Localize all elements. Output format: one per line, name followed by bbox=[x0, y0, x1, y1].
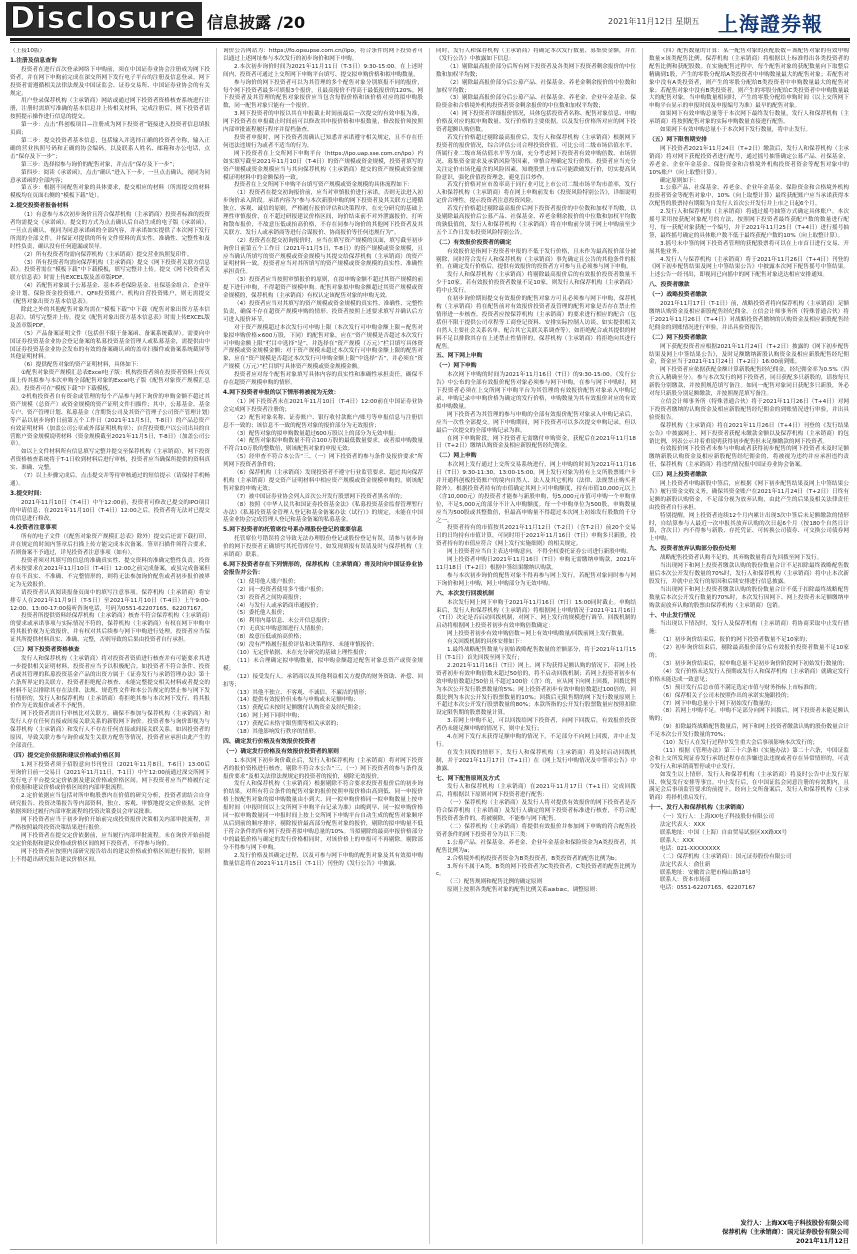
paragraph: 2.本次初步询价时间为2021年11月11日（T-3日）9:30-15:00。在上述时间内，投资者可通过上交所网下申购平台填写、提交拟申购价格和拟申购数量。 bbox=[223, 63, 423, 78]
paragraph: 3.所有不属于A类、B类的网下投资者为C类投资者，C类投资者的配售比例为c。 bbox=[436, 863, 636, 878]
paragraph: 第一步：点击“科创板项目—注册成为网下投资者”链接进入投资者信息填报页面； bbox=[10, 122, 210, 137]
paragraph: 网下获配投资者应根据2021年11月24日（T+2日）披露的《网下初步配售结果及网上中签结果公告》，及时足额缴纳新股认购资金及相应新股配售经纪佣金，资金应当于2021年11月24日（T+2日）16:00前到账。 bbox=[649, 343, 849, 366]
paragraph: 参与询价的网下投资者可以为其管理的多个配售对象分别填报不同的报价，每个网下投资者最多可填报3个报价，且最高报价不得高于最低报价的120%。网下投资者及其管理的配售对象报价应当包含每股价格和该价格对应的拟申购股数，同一配售对象只能有一个报价。 bbox=[223, 79, 423, 110]
paragraph: ②机构投资者自有资金或管理的每个产品参与网下询价的申购金额不超过其资产规模（总资产）或资金规模的资产证明文件扫描件；其中，公募基金、基金专户、资产管理计划、私募基金（含期货公司及其资产管理子公司资产管理计划）等产品以初步询价日前第五个工作日（2021年11月5日，T-8日）的产品总资产有效证明材料（加盖公司公章或外部证明机构章）；自营投资账户以公司出具的自营账户资金规模说明材料（资金规模截至2021年11月5日，T-8日）（加盖公司公章）。 bbox=[10, 393, 210, 448]
paragraph: 投资者应对每个配售对象填写具体内容的真实性和准确性承担责任，确保不存在超资产规模申购的情形。 bbox=[223, 372, 423, 387]
paragraph: （4）配售对象拟申购数量不符合100万股的最低数量要求，或者拟申购数量不符合10万股的整数倍，则该配售对象的申报无效； bbox=[223, 438, 423, 453]
paragraph: 战略配售投资者认购不足的，其弃购数量将首先回拨至网下发行。 bbox=[660, 555, 823, 562]
paragraph: 当出现网下和网上投资者缴款认购的股份数量合计不足扣除最终战略配售数量后本次公开发行数量的70%时，发行人和保荐机构（主承销商）将中止本次新股发行，并就中止发行的原因和后续安排进行信息披露。 bbox=[649, 563, 849, 585]
paragraph: 第五步：根据不同配售对象的具体要求，提交相应的材料（所需提交的材料模板均在页面右侧的“模板下载”处）。 bbox=[10, 185, 210, 200]
paragraph: 保荐机构（主承销商）将在2021年11月26日（T+4日）刊登的《发行结果公告》中披露网上、网下投资者获配未缴款金额以及保荐机构（主承销商）的包销比例，列表公示并着重说明获得初步配售但未足额缴款的网下投资者。 bbox=[649, 422, 849, 445]
paragraph: 在网下申购阶段，网下投资者无需缴付申购资金，获配后在2021年11月18日（T+2日）缴纳认购资金及相应新股配售经纪佣金。 bbox=[436, 435, 636, 450]
paragraph: （6）保荐机构（主承销商）发现投资者不遵守行业监管要求、超过其向保荐机构（主承销商）提交资产证明材料中相应资产规模或资金规模申购的，则该配售对象的申购无效； bbox=[223, 470, 423, 492]
paragraph: （2）同一投资者使用多个账户报价； bbox=[234, 586, 328, 593]
paragraph: 投资者在进行首次登录网络下申购前，须在中国证券业协会注册成为网下投资者，并在网下申购前完成在深交所网下发行电子平台的注册及信息登录。网下投资者需遵循相关法律法规及中国证监会、证券交易所、中国证券业协会的有关规定。 bbox=[10, 66, 210, 97]
paragraph: 1.本次网下初步询价截止后，发行人和保荐机构（主承销商）将对网下投资者的报价资格进行核查，剔除不符合本公告“三、（一）网下投资者的参与条件及报价要求”及相关法律法规规定的投资者的报价，剔除无效报价。 bbox=[223, 757, 423, 780]
paragraph: 1.公募产品、社保基金、养老金、企业年金基金和保险资金为A类投资者，其配售比例为a； bbox=[436, 839, 636, 854]
section-heading: （一）网下申购 bbox=[436, 363, 477, 370]
section-heading: 6.网下投资者存在下列情形的，保荐机构（主承销商）将及时向中国证券业协会报告并公告： bbox=[223, 562, 423, 576]
paragraph: （3）配售对象的拟申购数量超过600万股以上的部分为无效申报； bbox=[234, 430, 400, 437]
column-divider bbox=[642, 48, 643, 1244]
paragraph: （5）委托他人报价； bbox=[234, 610, 288, 617]
paragraph: 投资者所提供资料经保荐机构（主承销商）核查不符合保荐机构（主承销商）的要求或承诺事项与实际情况不符的，保荐机构（主承销商）有权在网下申购中将其报价视为无效报价，并有权对其后续参与网下申购进行处理。投资者应当保证其所提供材料真实、准确、完整，否则导致的后果由投资者自行承担。 bbox=[10, 613, 210, 644]
paragraph: （15）获配后未按时足额缴付认购资金及经纪佣金； bbox=[234, 705, 365, 712]
paragraph: 在初步询价期间提交有效报价的配售对象方可且必须参与网下申购，保荐机构（主承销商）将在配售前对有效报价投资者及管理的配售对象是否存在禁止性情形进一步核查，投资者应按保荐机构（主承销商）的要求进行相应的配合（包括但不限于提供公司章程等工商登记资料、安排实际控制人访谈、如实提供相关自然人主要社会关系名单、配合其它关联关系调查等），如拒绝配合或其提供的材料不足以排除其存在上述禁止性情形的，保荐机构（主承销商）将拒绝向其进行配售。 bbox=[436, 296, 636, 350]
paragraph: 请投资者认真阅读报备页面中的填写注意事项。保荐机构（主承销商）将安排专人在2021年11月9日（T-5日）至2021年11月10日（T-4日）上午9:00-12:00、13:00-17:00接听咨询电话，号码为0551-62207165、62207167。 bbox=[10, 589, 210, 612]
paragraph: 若发行价格超过剔除最高报价后网下投资者报价的中位数和加权平均数，以及剔除最高报价后公募产品、社保基金、养老金剩余报价的中位数和加权平均数的孰低值的，发行人和保荐机构（主承销商）将在申购前分别于网上申购前至少五个工作日发布投资风险特别公告。 bbox=[436, 206, 636, 236]
section-heading: 5.网下投资者的托管席位号系办理股份登记的重要信息 bbox=[223, 527, 363, 534]
paragraph: 1.公募产品、社保基金、养老金、企业年金基金、保险资金和合格境外机构投资者资金等配售对象中，10%（向上取整计算）最终获配账户应当承诺获得本次配售的股票持有期限为自发行人首次公开发行并上市之日起6个月。 bbox=[649, 185, 849, 208]
paragraph: 所有的电子文件（《配售对象资产规模汇总表》除外）提交后还需下载打印，并在规定的时间内签章后扫描上传方能完成本次备案。签章扫描件须符合要求，否则备案不予通过，详见投资者注意事项（如有）。 bbox=[10, 534, 210, 557]
section-title bbox=[207, 10, 305, 33]
paragraph: （4）网下投资者详细报价情况，具体包括投资者名称、配售对象信息、申购价格及对应的拟申购数量、发行价格的主要依据，以及发行价格所对应的网下投资者超额认购倍数。 bbox=[436, 111, 636, 134]
paragraph: 参与本次初步询价的配售对象不得再参与网上发行，若配售对象同时参与网下询价和网上申购，网上申购部分为无效申购。 bbox=[436, 572, 636, 587]
paragraph: 本次网下申购的时间为2021年11月16日（T日）的9:30-15:00。《发行公告》中公布的全部有效报价配售对象必须参与网下申购。在参与网下申购时，网下投资者必须在上交所网下申购平台为其管理的有效报价配售对象录入申购记录。申购记录中申购价格为确定的发行价格，申购数量为其有效报价对应的有效拟申购数量。 bbox=[436, 372, 636, 410]
section-heading: 六、本次发行回拨机制 bbox=[436, 590, 494, 597]
paragraph: （二）保荐机构（主承销商）：国元证券股份有限公司 bbox=[660, 853, 792, 860]
paragraph: 网下投资者应依据获配金额计算新股配售经纪佣金，经纪佣金率为0.5%（四舍五入精确至分）。参与本次发行的网下投资者，同日获配多只新股的，请按每只新股分别缴款，并按照规范填写备注。如同一配售对象同日获配多只新股，务必对每只新股分别足额缴款，并按照规范填写备注。 bbox=[649, 367, 849, 398]
paragraph: 3.摇号未中签的网下投资者管理的获配股票将可以在上市首日进行交易、开展其他业务。 bbox=[649, 240, 849, 255]
paragraph: （5）产品备案证明文件（包括但不限于备案函、备案系统截屏）。需要向中国证券投资基金业协会登记备案的私募投资基金管理人或私募基金，需提供由中国证券投资基金业协会发布的有效的备案确认函的盖章扫描件或备案系统截屏等其他证明材料。 bbox=[10, 330, 210, 361]
paragraph: （7）无真实申购意图进行人情报价； bbox=[234, 626, 328, 633]
paragraph: （13）其他不独立、不客观、不诚信、不廉洁的情形； bbox=[234, 689, 370, 696]
paragraph: 2021年11月17日（T-1日）前，战略投资者将向保荐机构（主承销商）足额缴纳认购资金及相应新股配售经纪佣金。立信会计师事务所（特殊普通合伙）将于2021年11月26日（T+4日）对战略投资者缴纳的认购资金及相应新股配售经纪佣金的到账情况进行审验，并出具验资报告。 bbox=[649, 301, 849, 331]
page-number: /20 bbox=[277, 13, 306, 32]
section-heading: （一）战略投资者缴款 bbox=[649, 292, 707, 299]
underwriter-signature: 保荐机构（主承销商）：国元证券股份有限公司 bbox=[722, 1229, 849, 1236]
section-heading: （三）网下投资者资格核查 bbox=[10, 647, 80, 654]
paragraph: （3）初步询价结束后，拟申购总量不足初步询价阶段网下初始发行数量的； bbox=[660, 660, 849, 667]
article-columns bbox=[10, 48, 850, 1244]
paragraph: 2021年11月10日（T-4日）中午12:00前，投资者可修改已提交的IPO项目的申请信息；在2021年11月10日（T-4日）12:00之后，投资者将无法对已提交的信息进行修改。 bbox=[10, 499, 210, 522]
paragraph: 若发行价格超过剔除最高报价后，发行人和保荐机构（主承销商）根据网下投资者的报价情况，综合评估公司合理投资价值、可比公司二级市场估值水平、所属行业二级市场估值水平等方面，充分考虑网下投资者有效申购倍数、市场情况、募集资金需求及承销风险等因素，审慎合理确定发行价格。投资者应当充分关注定价市场化蕴含的风险因素，知晓股票上市后可能跌破发行价，切实提高风险意识，强化价值投资理念，避免盲目炒作。 bbox=[436, 134, 636, 181]
paragraph: 发行人和保荐机构（主承销商）将对投资者资质进行核查并有可能要求其进一步提供相关证明材料，投资者应当予以积极配合。如投资者不符合条件、投资者或其管理的私募投资基金产品的出资方属于《证券发行与承销管理办法》第十六条所界定的关联方、投资者拒绝配合核查、未能完整提交相关材料或者提交的材料不足以排除其存在法律、法规、规范性文件和本公告规定的禁止参与网下发行情形的，发行人和保荐机构（主承销商）将拒绝其参与本次网下发行、将其报价作为无效报价或者不予配售。 bbox=[10, 655, 210, 710]
section-title-text: 信息披露 bbox=[207, 13, 272, 32]
paragraph: 网上投资者申购日2021年11月16日（T日）申购无需缴纳申购款，2021年11月18日（T+2日）根据中签结果缴纳认购款。 bbox=[436, 557, 636, 571]
paragraph: 网下投资者需自行审核比对关联方，确保不参加与保荐机构（主承销商）和发行人存在任何直接或间接关联关系的新股网下询价。投资者参与询价即视为与保荐机构（主承销商）和发行人不存在任何直接或间接关联关系。如因投资者的原因，导致关联方参与询价或发生关联方配售等情况，投资者应承担由此产生的全部责任。 bbox=[10, 711, 210, 749]
paragraph: （上接10版） bbox=[10, 48, 46, 54]
paragraph: 网下投资者应当于初步询价开始前完成投资报价决策相关内部审批流程，并严格按照最终投资决策结果进行报价。 bbox=[10, 817, 210, 831]
paragraph: 投资者申报时，网下投资者需确认已知悉并承诺遵守相关规定，且不存在任何违法违规行为或者不适当的行为。 bbox=[223, 134, 423, 149]
newspaper-name: 上海證券報 bbox=[718, 12, 823, 36]
paragraph: （16）网上网下同时申购； bbox=[234, 713, 303, 720]
paragraph: （4）与发行人或承销商串通报价； bbox=[234, 602, 322, 609]
paragraph: 第二步：提交投资者基本信息，包括输入并选择正确的投资者全称，输入正确的营业执照号码和正确的协会编码，以及联系人姓名、邮箱和办公电话，点击“保存及下一步”； bbox=[10, 137, 210, 160]
column-divider bbox=[429, 48, 430, 1244]
paragraph: 发行人和保荐机构（主承销商）将剔除最高报价后的有效报价投资者数量不少于10家。若有效报价投资者数量不足10家，则发行人和保荐机构（主承销商）将中止发行。 bbox=[436, 272, 636, 295]
paragraph: 当出现网下和网上投资者缴款认购的股份数量合计不低于扣除最终战略配售数量后本次公开发行数量的70%时，本次发行因网下、网上投资者未足额缴纳申购款而放弃认购的股票由保荐机构（主承销商）包销。 bbox=[649, 586, 849, 609]
masthead-logo: Disclosure bbox=[6, 2, 202, 36]
paragraph: （6）保荐相关子公司未按照作出的承诺实施跟投的； bbox=[660, 692, 793, 699]
paragraph: （11）未合理确定拟申购数量，拟申购金额超过配售对象总资产或资金规模； bbox=[223, 657, 423, 672]
paragraph: 原则上按照各类配售对象的配售比例关系a≥b≥c，调整原则： bbox=[447, 887, 601, 894]
paragraph: （4）投资者应当对其填写的资产规模或资金规模的真实性、准确性、完整性负责，确保不存在超资产规模申购的情形。投资者按照上述要求填写并确认后方可进入报价环节。 bbox=[223, 301, 423, 323]
paragraph: （7）被中国证券业协会列入首次公开发行股票网下投资者黑名单的； bbox=[234, 493, 406, 500]
paragraph: 网下投资者为其管理的参与申购的全部有效报价配售对象录入申购记录后，应当一次性全部提交。网下申购期间，网下投资者可以多次提交申购记录，但以最后一次提交的全部申购记录为准。 bbox=[436, 411, 636, 434]
paragraph: 电话：021-XXXXXXXX bbox=[660, 845, 721, 852]
paragraph: 2.2021年11月16日（T日）网上、网下均获得足额认购的情况下，若网上投资者初步有效申购倍数未超过50倍的，将不启动回拨机制；若网上投资者初步有效申购倍数超过50倍且不超过100倍（含）的，应从网下向网上回拨，回拨比例为本次公开发行股票数量的5%；网上投资者初步有效申购倍数超过100倍的，回拨比例为本次公开发行股票数量的10%；回拨后无限售期的网下发行数量原则上不超过本次公开发行股票数量的80%；本款所指的公开发行股票数量应按照扣除设定限售期的股票数量计算。 bbox=[436, 662, 636, 717]
section-heading: 1.注册及信息查询 bbox=[10, 57, 57, 64]
paragraph: （7）以上步骤完成后，点击提交并等待审核通过的短信提示（请保持手机畅通）。 bbox=[10, 473, 210, 487]
paragraph: 网下投资者应按照内部研究报告给出的建议价格或价格区间进行报价，原则上不得超出研究报告建议价格区间。 bbox=[10, 848, 210, 863]
paragraph: （6）利用内幕信息、未公开信息报价； bbox=[234, 618, 333, 625]
issue-date: 2021年11月12日 星期五 bbox=[608, 17, 700, 26]
article-column-1 bbox=[10, 48, 210, 1244]
article-column-3 bbox=[436, 48, 636, 1244]
paragraph: （14）提供有效报价但未参与申购或未足额申购； bbox=[234, 697, 359, 704]
paragraph: 除此之外的其他配售对象均需在“模板下载”中下载《配售对象出资方基本信息表》，填写完整并上传。提交《配售对象出资方基本信息表》时需上传EXCEL版及盖章版PDF。 bbox=[10, 307, 210, 329]
signature-block bbox=[639, 1219, 849, 1246]
paragraph: 联系人：资本市场部 bbox=[660, 877, 711, 884]
paragraph: 用户登录保荐机构（主承销商）网站或通过网下投资者资格核查系统进行注册，注册时需填写准确的基本信息并上传相关材料，完成注册后，网下投资者请按照提示操作进行信息的提交。 bbox=[10, 98, 210, 121]
section-heading: 七、网下配售原则及方式 bbox=[436, 775, 500, 782]
paragraph: 如以上文件材料所有信息填写完整并提交至保荐机构（主承销商），网下投资者资格核查系统将于T-1日收到材料后进行审核，投资者应当确保所提供的资料真实、准确、完整。 bbox=[10, 449, 210, 472]
header-rule-thin bbox=[10, 42, 850, 43]
paragraph: （2）投资者在提交初询报价时，应当在填写资产规模的页面，填写截至初步询价日前第五个工作日（2021年11月5日，T-8日）的资产规模或资金规模，且应当确认所填写的资产规模或资金规模与其提交给保荐机构（主承销商）的资产证明材料一致。投资者应当对其所填写的资产规模或资金规模的真实性、准确性承担责任。 bbox=[223, 237, 423, 276]
section-heading: （四）提交定价依据和建议价格或价格区间 bbox=[10, 752, 121, 759]
paragraph: 如发生以上情形，发行人和保荐机构（主承销商）将及时公告中止发行原因、恢复发行安排等事宜。中止发行后，在中国证监会同意注册的有效期内，且满足会后事项监管要求的前提下，经向上交所备案后，发行人和保荐机构（主承销商）将择机重启发行。 bbox=[649, 771, 849, 802]
paragraph: （12）接受发行人、承销商以及其他利益相关方提供的财务资助、补偿、回扣等； bbox=[223, 673, 423, 688]
paragraph: （1）剔除最高报价部分后所有网下投资者及各类网下投资者剩余报价的中位数和加权平均数； bbox=[436, 63, 636, 78]
paragraph: 投资者须对其填写的信息的准确真实性、提交资料的准确完整性负责。投资者未按要求在2021年11月10日（T-4日）12:00之前完成备案，或虽完成备案但存在不真实、不准确、不完整情形的，则将无法参加询价配售或者初步报价被界定为无效报价。 bbox=[10, 558, 210, 588]
section-heading: 2.提交投资者报备材料 bbox=[10, 203, 69, 210]
paragraph: （4）发行价格未达发行人预期或发行人和保荐机构（主承销商）就确定发行价格未能达成一致意见； bbox=[649, 668, 849, 683]
paragraph: 有效报价网下投资者未参与申购或者获得初步配售的网下投资者未及时足额缴纳新股认购资金及相应新股配售经纪佣金的，将被视为违约并应承担违约责任，保荐机构（主承销商）将违约情况报中国证券业协会备案。 bbox=[649, 446, 849, 469]
paragraph: （10）无定价依据、未在充分研究的基础上理性报价； bbox=[234, 649, 370, 656]
paragraph: 2.发行价格及其确定过程，以及可参与网下申购的配售对象及其有效拟申购数量信息将在2021年11月15日（T-1日）刊登的《发行公告》中披露。 bbox=[223, 852, 423, 867]
paragraph: 第四步：阅读《承诺函》，点击“确认”进入下一步，一旦点击确认，视同为同意承诺函的全部内容； bbox=[10, 169, 210, 184]
paragraph: （2）初步询价结束后，剔除最高报价部分后有效报价投资者数量不足10家的； bbox=[649, 645, 849, 660]
paragraph: 第三步：选择拟参与询价的配售对象，并点击“保存及下一步”； bbox=[21, 161, 178, 168]
paragraph: （二）保荐机构（主承销商）将提供有效报价并参加网下申购的符合配售投资者条件的网下投资者分为以下三类： bbox=[436, 824, 636, 838]
column-divider bbox=[216, 48, 217, 1244]
section-heading: （三）网上投资者缴款 bbox=[649, 472, 707, 479]
paragraph: （3）所有投资者均需向保荐机构（主承销商）提交《网下投资者关联方信息表》。投资者需在“模板下载”中下载模板，填写完整并上传。提交《网下投资者关联方信息表》时需上传EXCEL版及盖章版PDF。 bbox=[10, 259, 210, 282]
paragraph: 有关回拨机制的具体安排如下： bbox=[447, 639, 526, 646]
section-heading: 十一、发行人和保荐机构（主承销商） bbox=[649, 805, 748, 812]
paragraph: 在发生回拨的情形下，发行人和保荐机构（主承销商）将及时启动回拨机制，并于2021年11月17日（T+1日）在《网上发行申购情况及中签率公告》中披露。 bbox=[436, 749, 636, 772]
section-heading: （二）网下投资者缴款 bbox=[649, 334, 707, 341]
paragraph: 1.网下投资者须于招股意向书刊登日（2021年11月8日，T-6日）13:00后至询价日前一交易日（2021年11月11日，T-1日）中午12:00前通过深交所网下发行电子平台提交定价依据及建议价格或价格区间。网下投资者应当严格履行定价依据和建议价格或价格区间的内部审批流程。 bbox=[10, 761, 210, 792]
paragraph: （2）所有投资者均需向保荐机构（主承销商）提交营业执照复印件。 bbox=[21, 251, 193, 258]
section-heading: （二）网上申购 bbox=[436, 453, 477, 460]
paragraph: 法定代表人：XXX bbox=[660, 822, 706, 829]
article-column-2 bbox=[223, 48, 423, 1244]
paragraph: 3.若网上申购不足，可以回拨给网下投资者，向网下回拨后，有效报价投资者仍未能足额申购的情况下，则中止发行； bbox=[436, 718, 636, 733]
paragraph: 对于资产规模超过本次发行可申购上限（本次发行可申购金额上限＝配售对象拟申购价格×600万股，下同）的配售对象，应在“资产规模是否超过本次发行可申购金额上限”栏目中选择“是”，并选择在“资产规模（万元）”栏目填写具体资产规模或资金规模金额；对于资产规模未超过本次发行可申购金额上限的配售对象，应在“资产规模是否超过本次发行可申购金额上限”中选择“否”，并必须在“资产规模（万元）”栏目填写具体资产规模或资金规模金额。 bbox=[223, 324, 423, 371]
paragraph: （四）配售数量的计算：某一配售对象的获配股数＝该配售对象的有效申购数量×该类配售比例。保荐机构（主承销商）将根据以上标准得出各类投资者的配售比例和获配股数。在实施配售过程中，每个配售对象的获配数量向下取整后精确到1股，产生的零股分配给A类投资者中申购数量最大的配售对象；若配售对象中没有A类投资者，则产生的零股分配给B类投资者中申购数量最大的配售对象；若配售对象中没有B类投资者，则产生的零股分配给C类投资者中申购数量最大的配售对象。当申购数量相同时，产生的零股分配给申购时间（以上交所网下申购平台显示的申报时间及申报编号为准）最早的配售对象。 bbox=[649, 48, 849, 110]
paragraph: 2.合格境外机构投资者资金为B类投资者，B类投资者的配售比例为b； bbox=[447, 855, 621, 862]
paragraph: （三）配售规则和配售比例的确定原则 bbox=[447, 879, 543, 886]
section-heading: （五）网下限售期安排 bbox=[649, 136, 707, 143]
paragraph: （3）投资者之间协商报价； bbox=[234, 594, 305, 601]
section-heading: 四、确定发行价格及有效报价投资者 bbox=[223, 738, 316, 745]
paragraph: （17）获配后未恪守限售期等相关承诺的； bbox=[234, 721, 342, 728]
section-heading: 3.提交时间： bbox=[10, 490, 46, 497]
paragraph: 当出现以下情况时，发行人及保荐机构（主承销商）将协商采取中止发行措施： bbox=[649, 621, 849, 636]
paragraph: （10）发行人在发行过程中发生重大会后事项影响本次发行的； bbox=[660, 740, 819, 747]
paragraph: （2）剔除最高报价部分后公募产品、社保基金、养老金剩余报价的中位数和加权平均数； bbox=[436, 79, 636, 94]
paragraph: （一）保荐机构（主承销商）及发行人将对提供有效报价的网下投资者是否符合保荐机构（主承销商）及发行人确定的网下投资者标准进行核查，不符合配售投资者条件的，将被剔除，不能参与网下配售。 bbox=[436, 800, 636, 823]
paragraph: 如果网下有效申购总量等于本次网下最终发行数量，发行人和保荐机构（主承销商）将按照配售对象的实际申购数量直接进行配售。 bbox=[649, 111, 849, 126]
issuer-signature: 发行人：上海XX电子科技股份有限公司 bbox=[740, 1220, 849, 1227]
section-heading: 4.投资者注意事项 bbox=[10, 525, 57, 532]
paragraph: 联系地址：安徽省合肥市梅山路18号 bbox=[660, 869, 752, 876]
signature-date: 2021年11月12日 bbox=[795, 1238, 849, 1245]
paragraph: 2.发行人和保荐机构（主承销商）将通过摇号抽签方式确定具体账户。本次摇号采用按获配对象配号的方法，按照网下投资者最终获配户数的数量进行配号，每一获配对象获配一个编号，并于2021年11月25日（T+4日）进行摇号抽签，最终摇号确定的具体账户数不低于最终获配户数的10%（向上取整计算）。 bbox=[649, 209, 849, 239]
paragraph: 网上投资者申购新股中签后，应根据《网下初步配售结果及网上中签结果公告》履行资金交收义务，确保其资金账户在2021年11月24日（T+2日）日终有足额的新股认购资金，不足部分视为放弃认购，由此产生的后果及相关法律责任由投资者自行承担。 bbox=[649, 481, 849, 511]
paragraph: （9）扣除最终战略配售数量后，网下和网上投资者缴款认购的股份数量合计不足本次公开发行数量的70%； bbox=[649, 724, 849, 739]
paragraph: （1）有意参与本次初步询价且符合保荐机构（主承销商）投资者标准的投资者均需提交《承诺函》。提交的方式为点击确认后自动生成的电子版《承诺函》，一旦点击确认，视同为同意承诺函的全部内容，并承诺如实提供了本次网下发行所需的全部文件，并保证对提供的所有文件资料的真实性、准确性、完整性和及时性负责，确认没有任何遗漏或误导。 bbox=[10, 212, 210, 250]
paragraph: （8）按照《中华人民共和国证券投资基金法》《私募投资基金监督管理暂行办法》《私募投资基金管理人登记和基金备案办法（试行）》的规定，未能在中国基金业协会完成管理人登记和基金备案的私募基金。 bbox=[223, 501, 423, 524]
paragraph: 3.网下投资者的申报以其在申报截止时间前最后一次提交的有效申报为准，网下投资者在申报截止时间前可以修改其申报价格和申报数量，修改报价须按照内部审批流程履行程序并留档备查。 bbox=[223, 111, 423, 134]
page-header bbox=[0, 0, 857, 44]
footer-rule bbox=[10, 1249, 850, 1250]
paragraph: （18）其他影响发行秩序的情形。 bbox=[234, 729, 320, 736]
paragraph: （5）预计发行后总市值不满足选定市值与财务指标上市标准的； bbox=[660, 684, 821, 691]
paragraph: （7）网下申购总量小于网下初始发行数量的； bbox=[660, 700, 776, 707]
paragraph: ①配售对象资产规模汇总表Excel电子版：机构投资者须在投资者资料上传页面上传其拟参与本次申购全部配售对象的Excel电子版《配售对象资产规模汇总表》。投资者可在“模板下载”中下载模板。 bbox=[10, 370, 210, 393]
paragraph: （8）故意压低或抬高价格； bbox=[234, 634, 305, 641]
paragraph: （1）投资者在提交初询报价前，应当对审慎报价进行承诺，否则无法进入初步询价录入阶段。承诺内容为“参与本次新股申购的网下投资者及其关联方已遵循独立、客观、诚信的原则，严格履行报价评估和决策程序，在充分研究的基础上理性审慎报价，在不超过研报建议价格区间，询价结束前不对外泄露报价，打听和散布报价，不故意压低或抬高价格，不存在同参与询价的其他网下投资者及其关联方、发行人或承销商等进行合谋报价、协商报价等任何违规行为”。 bbox=[223, 190, 423, 236]
paragraph: （2）配售对象名称、证券账户、银行收付款账户/账号等申报信息与注册信息不一致的；该信息不一致的配售对象的报价部分为无效报价； bbox=[223, 414, 423, 429]
paragraph: （3）剔除最高报价部分后公募产品、社保基金、养老金、企业年金基金、保险资金和合格境外机构投资者资金剩余报价的中位数和加权平均数； bbox=[436, 95, 636, 110]
paragraph: 4.发行人与保荐机构（主承销商）将于2021年11月26日（T+4日）刊登的《网下初步配售结果及网上中签结果公告》中披露本次网下配售摇号中签结果。上述公告一经刊出，即视同已向摇中的网下配售对象送达相应安排通知。 bbox=[649, 256, 849, 279]
paragraph: 本次网上发行通过上交所交易系统进行，网上申购的时间为2021年11月16日（T日）9:30-11:30、13:00-15:00。网上发行对象为持有上交所股票账户卡并开通科创板投资账户的境内自然人、法人及其它机构（法律、法规禁止购买者除外）。根据投资者持有的市值确定其网上可申购额度，持有市值10,000元以上（含10,000元）的投资者才能参与新股申购，每5,000元市值可申购一个申购单位，不足5,000元的部分不计入申购额度。每一个申购单位为500股，申购数量应当为500股或其整数倍，但最高申购量不得超过本次网上初始发行股数的千分之一。 bbox=[436, 462, 636, 524]
paragraph: 询价公告网站为：https://fo.opsupse.com.cn//ipo，符合条件的网下投资者可以通过上述网址参与本次发行的初步询价和网下申购。 bbox=[223, 48, 423, 62]
paragraph: （一）发行人：上海XX电子科技股份有限公司 bbox=[660, 814, 774, 821]
paragraph: 2.定价依据应当包括对所申购股票内在价值的研究分析，投资者需结合自身研究报告、投资决策报告等内部资料，独立、客观、审慎地提交定价依据，定价依据须经过履行内部审批流程的投资决策委员会审议批准。 bbox=[10, 793, 210, 816]
paragraph: 1.最终战略配售数量与初始战略配售数量的差额部分，将于2021年11月15日（T-1日）首先回拨至网下发行； bbox=[436, 647, 636, 661]
paragraph: 4.在网下发行未获得足额申购的情况下，不足部分不向网上回拨，并中止发行。 bbox=[436, 734, 636, 748]
paragraph: 网下投资者在提交定价依据前，应当履行内部审批流程。未在询价开始前提交定价依据和建议价格或价格区间的网下投资者，不得参与询价。 bbox=[10, 832, 210, 847]
paragraph: 如果网下有效申购总量小于本次网下发行数量，将中止发行。 bbox=[660, 127, 812, 134]
paragraph: 若发行价格对应市盈率高于同行业可比上市公司二级市场平均市盈率，发行人和保荐机构（主承销商）将在网上申购前发布《投资风险特别公告》，详细说明定价合理性，提示投资者注意投资风险。 bbox=[436, 182, 636, 205]
paragraph: 联系地址：中国（上海）自由贸易试验区XX路XX号 bbox=[660, 830, 788, 836]
section-heading: （二）有效报价投资者的确定 bbox=[436, 239, 512, 246]
paragraph: 发行人和保荐机构（主承销商）根据剔除不符合要求投资者报价后的初步询价结果，对所有符合条件的配售对象的报价按照申报价格由高到低、同一申报价格上按配售对象的拟申购数量由小到大、同一拟申购价格同一拟申购数量上按申报时间（申报时间以上交所网下申购平台记录为准）由晚到早、同一拟申购价格同一拟申购数量同一申报时间上按上交所网下申购平台自动生成的配售对象顺序从后到前的顺序排序，剔除报价最高部分配售对象的报价，剔除的拟申购量不低于符合条件的所有网下投资者拟申购总量的10%。当拟剔除的最高申报价格部分中的最低价格与确定的发行价格相同时，对该价格上的申报可不再剔除。剔除部分不得参与网下申购。 bbox=[223, 781, 423, 851]
paragraph: 确定原则如下： bbox=[660, 177, 700, 184]
paragraph: 立信会计师事务所（特殊普通合伙）将于2021年11月26日（T+4日）对网下投资者缴纳的认购资金及相应新股配售经纪佣金的到账情况进行审验，并出具验资报告。 bbox=[649, 398, 849, 421]
paragraph: 联系人：XXX bbox=[660, 837, 694, 844]
paragraph: （11）根据《管理办法》第三十六条和《实施办法》第二十六条，中国证监会和上交所发现证券发行承销过程存在涉嫌违法违规或者存在异常情形的，可责令发行人和承销商暂停或中止发行。 bbox=[649, 747, 849, 770]
paragraph: 有效报价是指网下投资者申报的不低于发行价格，且未作为最高报价部分被剔除，同时符合发行人和保荐机构（主承销商）事先确定且公告的其他条件的报价。在确定发行价格后，提供有效报价的投资者方可参与且必须参与网下申购。 bbox=[436, 248, 636, 271]
paragraph: （1）初步询价结束后，报价的网下投资者数量不足10家的； bbox=[660, 637, 811, 644]
paragraph: 网下投资者2021年11月24日（T+2日）缴款后，发行人和保荐机构（主承销商）将对网下获配投资者进行配号，通过摇号抽签确定公募产品、社保基金、养老金、企业年金基金、保险资金和合格境外机构投资者资金等配售对象中的10%账户（向上取整计算）。 bbox=[649, 145, 849, 176]
paragraph: （1）使用他人账户报价； bbox=[234, 578, 300, 585]
header-rule bbox=[10, 38, 850, 41]
paragraph: 特别提醒，网上投资者连续12个月内累计出现3次中签后未足额缴款的情形时，自结算参与人最近一次申报其放弃认购的次日起6个月（按180个自然日计算，含次日）内不得参与新股、存托凭证、可转换公司债券、可交换公司债券网上申购。 bbox=[649, 512, 849, 543]
section-heading: 五、网下网上申购 bbox=[436, 353, 483, 360]
section-heading: 4.网下投资者申报的以下情形将被视为无效： bbox=[223, 389, 340, 396]
paragraph: 本次发行网上网下申购于2021年11月16日（T日）15:00同时截止。申购结束后，发行人和保荐机构（主承销商）将根据网上申购情况于2021年11月16日（T日）决定是否启动回拨机制，对网下、网上发行的规模进行调节。回拨机制的启动将根据网上投资者初步有效申购倍数确定： bbox=[436, 599, 636, 630]
paragraph: （1）网下投资者未在2021年11月10日（T-4日）12:00前在中国证券业协会完成网下投资者注册的； bbox=[223, 398, 423, 413]
paragraph: 同时，发行人和保荐机构（主承销商）将确定本次发行数量、募集资金额，并在《发行公告》中披露如下信息： bbox=[436, 48, 636, 62]
section-heading: 十、中止发行情况 bbox=[649, 612, 696, 619]
paragraph: 投资者持有的市值按其2021年11月12日（T-2日）（含T-2日）前20个交易日的日均持有市值计算，可同时用于2021年11月16日（T日）申购多只新股。投资者持有的市值应符合《网上发行实施细则》的相关规定。 bbox=[436, 525, 636, 548]
article-column-4 bbox=[649, 48, 849, 1244]
paragraph: 网下投资者在上交所网下申购平台（https://ipo.uap.sse.com.cn/ipo）内如实填写截至2021年11月10日（T-4日）的资产规模或资金规模，投资者填写的资产规模或资金规模应当与其向保荐机构（主承销商）提交的资产规模或资金规模证明材料中的金额保持一致。 bbox=[223, 150, 423, 181]
paragraph: （3）投资者应当按照审慎报价的原则，在拟申购金额不超过其资产规模的前提下进行申购，不得超资产规模申购。配售对象拟申购金额超过其资产规模或资金规模的，保荐机构（主承销商）有权认定该配售对象的申购无效。 bbox=[223, 277, 423, 300]
paragraph: 投资者在上交所网下申购平台填写资产规模或资金规模的具体流程如下： bbox=[234, 182, 414, 189]
paragraph: 电话：0551-62207165、62207167 bbox=[660, 885, 756, 892]
paragraph: 网上投资者初步有效申购倍数＝网上有效申购数量/回拨前网上发行数量。 bbox=[447, 631, 628, 638]
section-heading: 八、投资者缴款 bbox=[649, 282, 690, 289]
section-heading: （一）确定发行价格及有效报价投资者的原则 bbox=[223, 748, 339, 755]
paragraph: 发行人和保荐机构（主承销商）在2021年11月17日（T+1日）完成回拨后，将根据以下原则对网下投资者进行配售： bbox=[436, 784, 636, 799]
paragraph: 网上投资者应当自主表达申购意向，不得全权委托证券公司进行新股申购。 bbox=[447, 549, 632, 556]
paragraph: （6）提供配售对象的资产证明材料，具体如下： bbox=[21, 362, 143, 369]
paragraph: （8）若网上申购不足，申购不足部分向网下回拨后，网下投资者未能足额认购的； bbox=[649, 708, 849, 723]
paragraph: （5）经审查不符合本公告“三、（一）网下投资者的参与条件及报价要求”所列网下投资者条件的； bbox=[223, 454, 423, 469]
paragraph: （4）若配售对象属于公募基金、基本养老保险基金、社保基金组合、企业年金计划、保险资金投资账户、QFII投资账户、机构自营投资账户，则无需提交《配售对象出资方基本信息表》。 bbox=[10, 283, 210, 306]
paragraph: （9）没有严格履行报价评估和决策程序、未能审慎报价； bbox=[234, 642, 378, 649]
paragraph: 法定代表人：俞仕新 bbox=[660, 861, 711, 868]
paragraph: 托管席位号错误将会导致无法办理股份登记或股份登记有误，请参与初步询价的网下投资者正确填写其托管席位号，如发现填报有误请及时与保荐机构（主承销商）联系。 bbox=[223, 536, 423, 559]
section-heading: 九、投资者放弃认购部分股份处理 bbox=[649, 546, 736, 553]
